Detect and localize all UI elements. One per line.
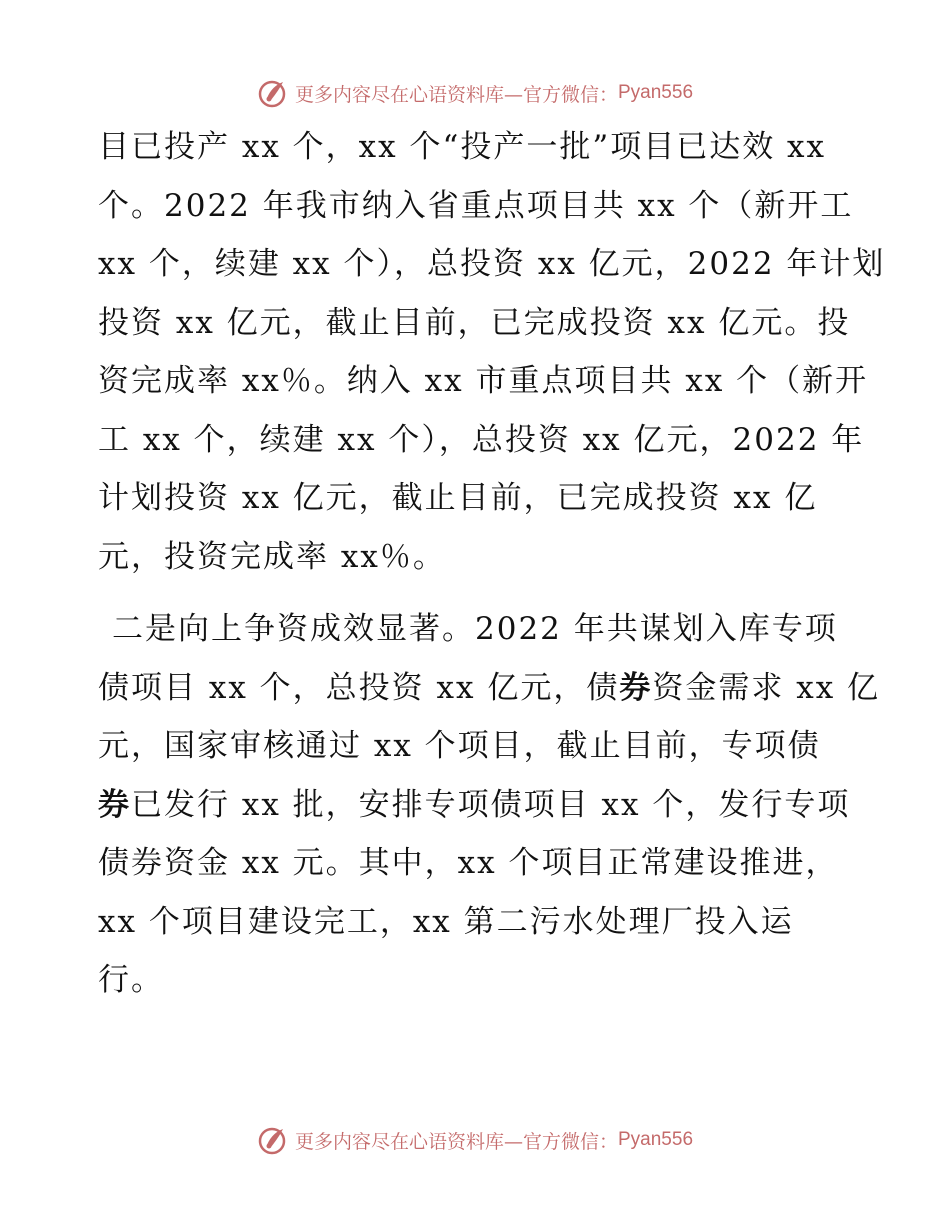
- text-segment-bold: 券: [98, 786, 131, 823]
- text-line: 行。: [98, 962, 164, 998]
- text-line: [98, 776, 878, 835]
- watermark-text: 更多内容尽在心语资料库—官方微信：: [294, 83, 618, 106]
- footer-watermark: [0, 1120, 950, 1160]
- brush-logo-icon: [257, 76, 291, 110]
- document-body: [98, 118, 886, 1010]
- text-segment: 已发行 xx 批，安排专项债项目 xx 个，发行专项: [131, 786, 851, 823]
- text-segment: 资金需求 xx 亿: [652, 669, 881, 706]
- header-watermark: [0, 73, 950, 113]
- text-line: 个。2022 年我市纳入省重点项目共 xx 个（新开工: [98, 187, 854, 224]
- text-segment: 债项目 xx 个，总投资 xx 亿元，债: [98, 669, 620, 706]
- text-line: 元，国家审核通过 xx 个项目，截止目前，专项债: [98, 728, 821, 764]
- text-line: 二是向上争资成效显著。2022 年共谋划入库专项: [112, 611, 838, 647]
- text-line: xx 个项目建设完工，xx 第二污水处理厂投入运: [98, 903, 794, 940]
- text-line: 资完成率 xx％。纳入 xx 市重点项目共 xx 个（新开: [98, 363, 869, 399]
- paragraph-funding: [98, 600, 881, 1010]
- paragraph-spacer: [98, 586, 878, 600]
- text-line: 债券资金 xx 元。其中，xx 个项目正常建设推进，: [98, 845, 839, 881]
- text-line: 投资 xx 亿元，截止目前，已完成投资 xx 亿元。投: [98, 304, 851, 341]
- text-line: 元，投资完成率 xx％。: [98, 538, 446, 575]
- text-segment-bold: 券: [619, 669, 653, 706]
- text-line: 目已投产 xx 个，xx 个“投产一批”项目已达效 xx: [98, 129, 827, 165]
- brush-logo-icon: [257, 1123, 291, 1157]
- text-line: xx 个，续建 xx 个），总投资 xx 亿元，2022 年计划: [98, 246, 886, 282]
- text-line: 计划投资 xx 亿元，截止目前，已完成投资 xx 亿: [98, 480, 818, 516]
- watermark-wechat-id: Pyan556: [618, 82, 694, 103]
- watermark-text: 更多内容尽在心语资料库—官方微信：: [294, 1130, 618, 1153]
- text-line: [98, 659, 881, 718]
- paragraph-investment: [98, 118, 886, 586]
- watermark-wechat-id: Pyan556: [618, 1129, 694, 1150]
- text-line: 工 xx 个，续建 xx 个），总投资 xx 亿元，2022 年: [98, 421, 865, 458]
